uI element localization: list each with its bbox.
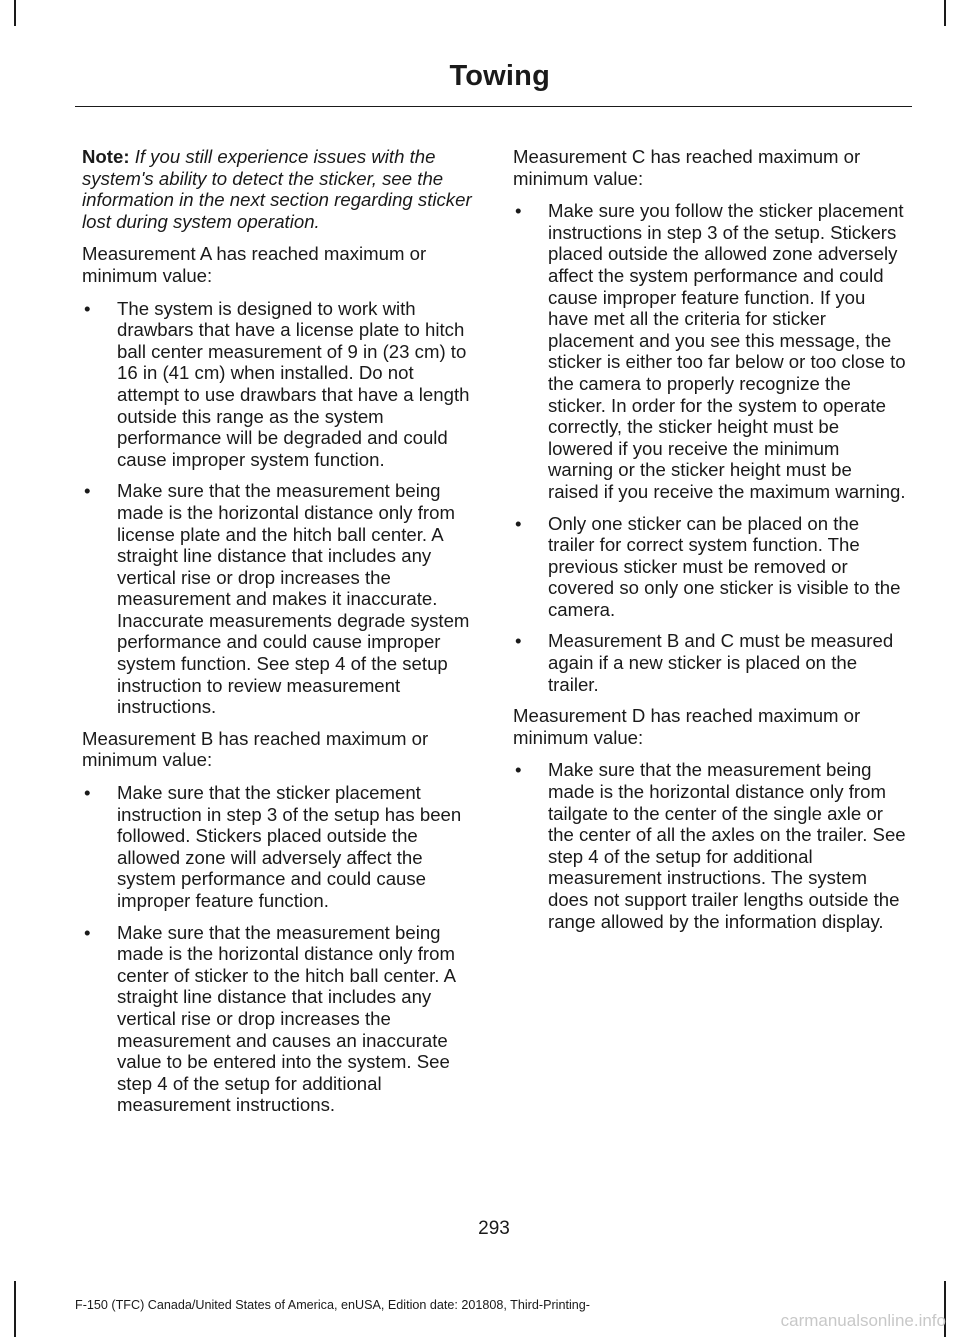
footer-edition-text: F-150 (TFC) Canada/United States of America, enUSA, Edition date: 201808, Third-Printing- (75, 1298, 590, 1312)
bullet-glyph: • (515, 759, 522, 781)
list-item-text: Make sure that the measurement being made is the horizontal distance only from license plate and the hitch ball center. A straight line distance that includes any vertical rise or drop increases the measurement and makes it inaccurate. Inaccurate measurements degrade system performance and could cause improper system function. See step 4 of the setup instruction to review measurement instructions. (117, 480, 470, 718)
section-b-list (82, 782, 476, 1116)
list-item (513, 513, 907, 621)
section-d-heading: Measurement D has reached maximum or minimum value: (513, 705, 861, 748)
list-item-text: Make sure that the measurement being made is the horizontal distance only from center of sticker to the hitch ball center. A straight line distance that includes any vertical rise or drop increases the measurement and causes an inaccurate value to be entered into the system. See step 4 of the setup for additional measurement instructions. (117, 921, 455, 1116)
list-item (513, 630, 907, 695)
section-b-heading: Measurement B has reached maximum or minimum value: (82, 727, 429, 771)
note-paragraph (82, 146, 476, 232)
page-number: 293 (478, 1218, 510, 1239)
section-a-list (82, 298, 476, 718)
list-item-text: Make sure that the measurement being made is the horizontal distance only from tailgate to the center of the single axle or the center of all the axles on the trailer. See step 4 of the setup for additional measurement instructions. The system does not support trailer lengths outside the range allowed by the information display. (548, 759, 906, 932)
note-label: Note: (82, 146, 130, 167)
list-item (513, 759, 907, 932)
list-item-text: Make sure you follow the sticker placement instructions in step 3 of the setup. Stickers placed outside the allowed zone adversely affect the system performance and could cause improper feature function. If you have met all the criteria for sticker placement and you see this message, the sticker is either too far below or too close to the camera to properly recognize the sticker. In order for the system to operate correctly, the sticker height must be lowered if you receive the minimum warning or the sticker height must be raised if you receive the maximum warning. (548, 200, 906, 502)
bullet-glyph: • (84, 782, 91, 804)
list-item (513, 200, 907, 502)
list-item (82, 480, 476, 718)
section-c-heading: Measurement C has reached maximum or minimum value: (513, 146, 861, 189)
bullet-glyph: • (84, 297, 91, 319)
crop-mark-bottom-left (14, 1281, 16, 1337)
list-item-text: Only one sticker can be placed on the trailer for correct system function. The previous sticker must be removed or covered so only one sticker is visible to the camera. (548, 512, 901, 620)
bullet-glyph: • (515, 512, 522, 534)
note-text: If you still experience issues with the system's ability to detect the sticker, see the information in the next section regarding sticker lost during system operation. (82, 146, 472, 232)
right-column (513, 146, 907, 942)
crop-mark-top-left (14, 0, 16, 26)
page-title: Towing (449, 60, 550, 92)
bullet-glyph: • (84, 480, 91, 502)
left-column (82, 146, 476, 1126)
crop-mark-top-right (944, 0, 946, 26)
list-item (82, 298, 476, 471)
bullet-glyph: • (515, 630, 522, 652)
list-item-text: The system is designed to work with drawbars that have a license plate to hitch ball center measurement of 9 in (23 cm) to 16 in (41 cm) when installed. Do not attempt to use drawbars that have a length outside this range as the system performance will be degraded and could cause improper system function. (117, 297, 470, 470)
section-d-list (513, 759, 907, 932)
section-a-heading: Measurement A has reached maximum or minimum value: (82, 243, 427, 286)
bullet-glyph: • (84, 921, 91, 943)
watermark-text: carmanualsonline.info (780, 1311, 946, 1330)
list-item-text: Measurement B and C must be measured again if a new sticker is placed on the trailer. (548, 630, 894, 695)
list-item-text: Make sure that the sticker placement instruction in step 3 of the setup has been followed. Stickers placed outside the allowed zone will adversely affect the system performance and could cause improper feature function. (117, 782, 462, 911)
section-c-list (513, 200, 907, 695)
list-item (82, 782, 476, 912)
list-item (82, 922, 476, 1116)
header-divider (75, 106, 912, 107)
bullet-glyph: • (515, 200, 522, 222)
